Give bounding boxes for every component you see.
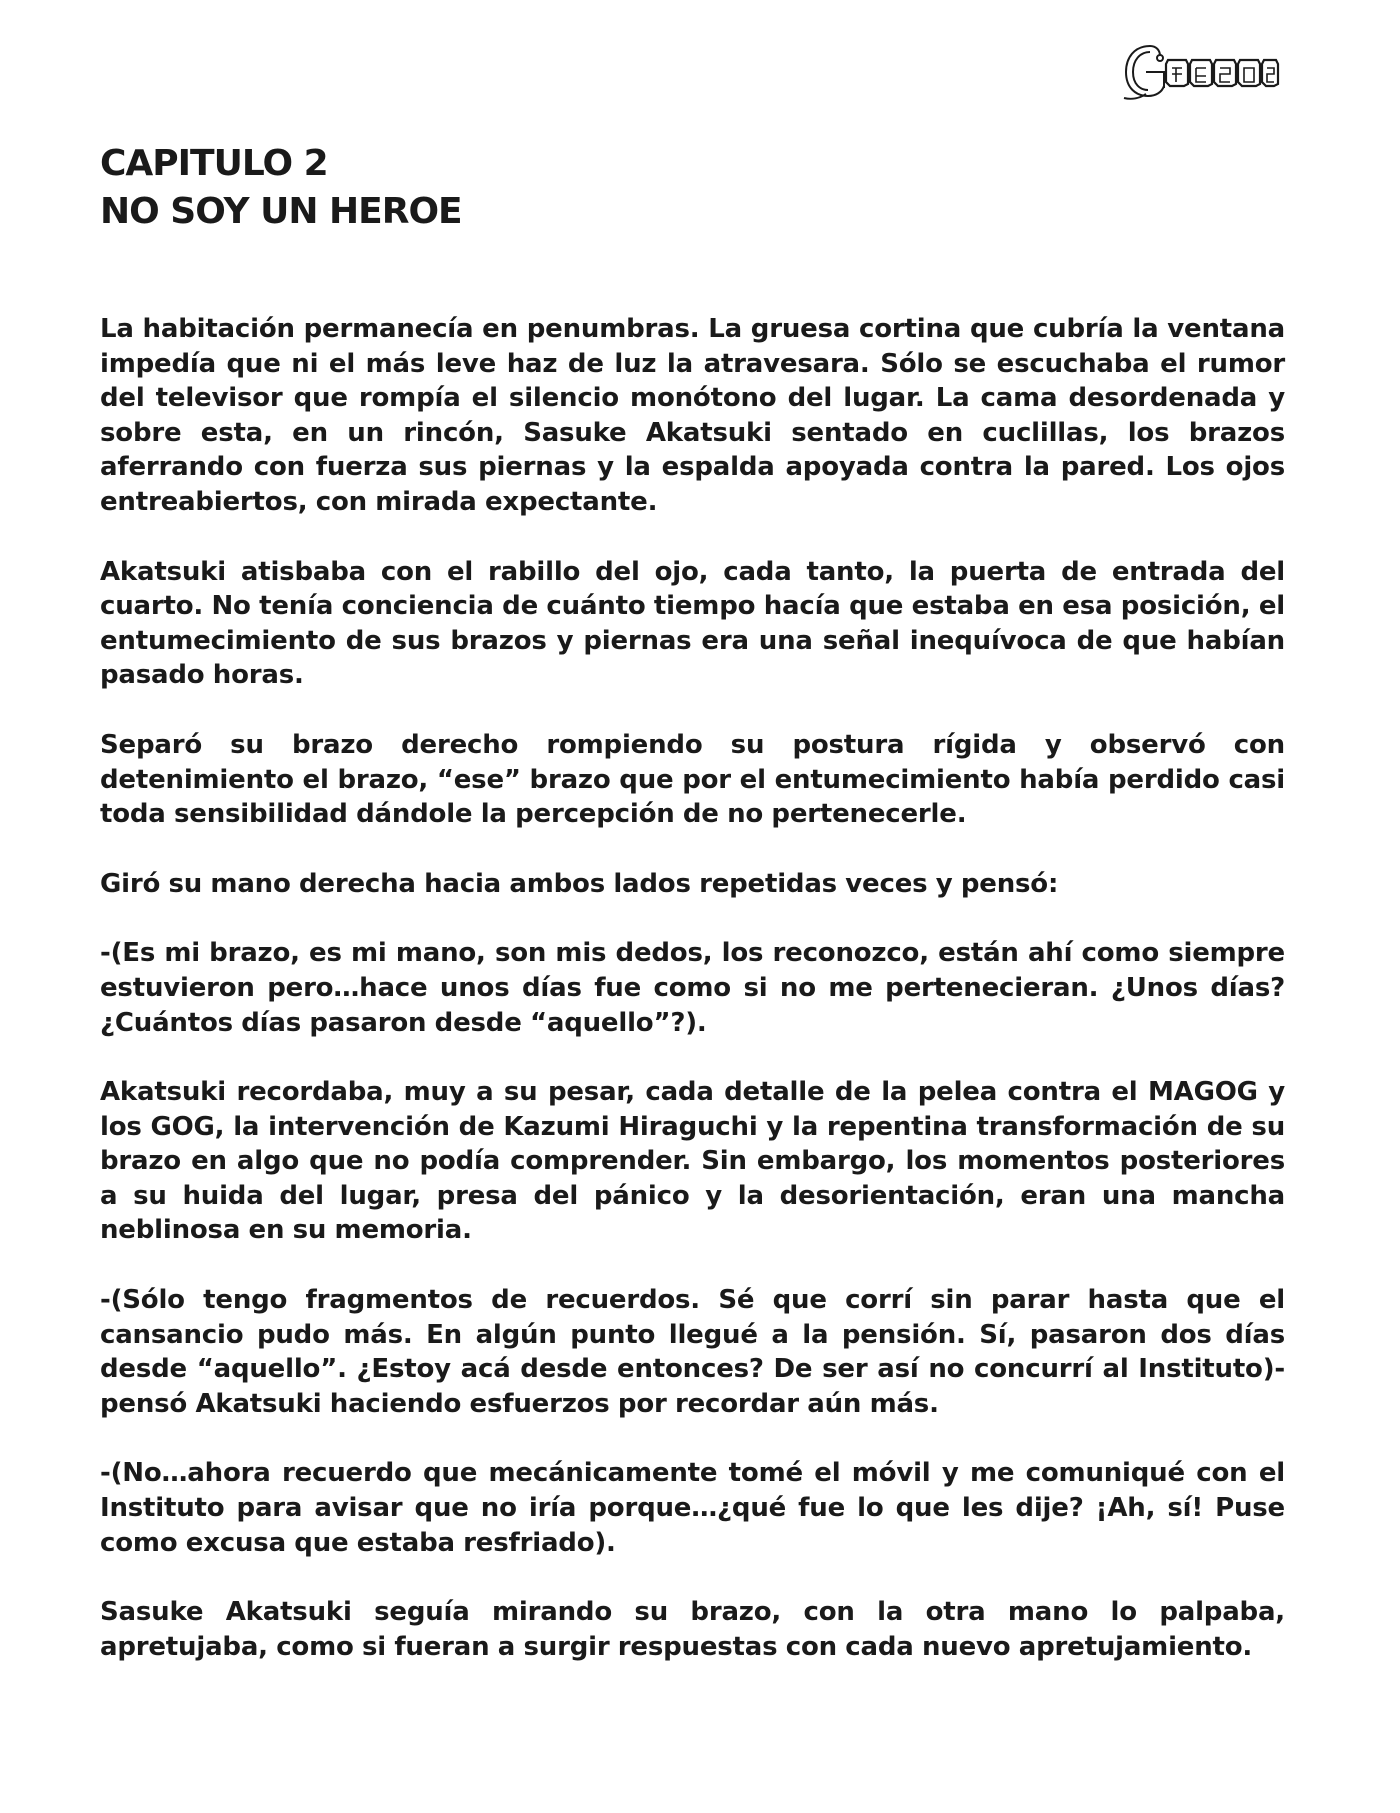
- paragraph: Sasuke Akatsuki seguía mirando su brazo, con la otra mano lo palpaba, apretujaba, como si fueran a surgir respuestas con cada nuevo apretujamiento.: [100, 1597, 1285, 1662]
- document-page: [100, 140, 1285, 1699]
- gothic-wordmark-logo: [1120, 38, 1282, 102]
- chapter-number: CAPITULO 2: [100, 143, 328, 184]
- paragraph: -(Sólo tengo fragmentos de recuerdos. Sé que corrí sin parar hasta que el cansancio pudo más. En algún punto llegué a la pensión. Sí, pasaron dos días desde “aquello”. ¿Estoy acá desde entonces? De ser así no concurrí al Instituto)-pensó Akatsuki haciendo esfuerzos por recordar aún más.: [100, 1285, 1285, 1419]
- paragraph: La habitación permanecía en penumbras. La gruesa cortina que cubría la ventana impedía que ni el más leve haz de luz la atravesara. Sólo se escuchaba el rumor del televisor que rompía el silencio monótono del lugar. La cama desordenada y sobre esta, en un rincón, Sasuke Akatsuki sentado en cuclillas, los brazos aferrando con fuerza sus piernas y la espalda apoyada contra la pared. Los ojos entreabiertos, con mirada expectante.: [100, 314, 1285, 517]
- chapter-title: NO SOY UN HEROE: [100, 191, 462, 232]
- paragraph: Separó su brazo derecho rompiendo su postura rígida y observó con detenimiento el brazo, “ese” brazo que por el entumecimiento había perdido casi toda sensibilidad dándole la percepción de no pertenecerle.: [100, 729, 1285, 830]
- paragraph: -(Es mi brazo, es mi mano, son mis dedos, los reconozco, están ahí como siempre estuvieron pero…hace unos días fue como si no me pertenecieran. ¿Unos días? ¿Cuántos días pasaron desde “aquello”?).: [100, 938, 1285, 1038]
- paragraph: -(No…ahora recuerdo que mecánicamente tomé el móvil y me comuniqué con el Instituto para avisar que no iría porque…¿qué fue lo que les dije? ¡Ah, sí! Puse como excusa que estaba resfriado).: [100, 1458, 1285, 1558]
- paragraph: Akatsuki recordaba, muy a su pesar, cada detalle de la pelea contra el MAGOG y los GOG, la intervención de Kazumi Hiraguchi y la repentina transformación de su brazo en algo que no podía comprender. Sin embargo, los momentos posteriores a su huida del lugar, presa del pánico y la desorientación, eran una mancha neblinosa en su memoria.: [100, 1077, 1285, 1246]
- chapter-heading: [100, 140, 1285, 236]
- chapter-body: [100, 312, 1285, 1664]
- paragraph: Giró su mano derecha hacia ambos lados repetidas veces y pensó:: [100, 868, 1059, 899]
- paragraph: Akatsuki atisbaba con el rabillo del ojo, cada tanto, la puerta de entrada del cuarto. No tenía conciencia de cuánto tiempo hacía que estaba en esa posición, el entumecimiento de sus brazos y piernas era una señal inequívoca de que habían pasado horas.: [100, 556, 1285, 691]
